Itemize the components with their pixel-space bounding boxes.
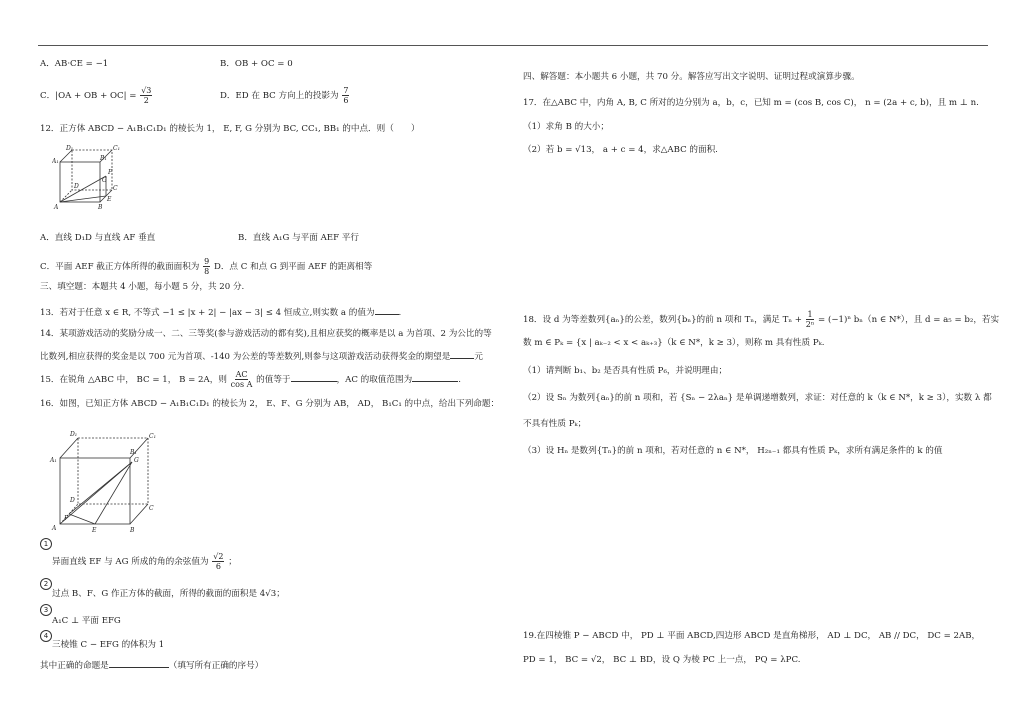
- q15-answer-blank-2[interactable]: [412, 372, 458, 382]
- q16-stem: 16．如图，已知正方体 ABCD − A₁B₁C₁D₁ 的棱长为 2， E、F、G 分别为 AB， AD， B₁C₁ 的中点，给出下列命题：: [40, 399, 500, 409]
- q12-label-c: C: [113, 185, 118, 192]
- q12-label-a1: A₁: [52, 158, 59, 165]
- q12-stem: 12．正方体 ABCD − A₁B₁C₁D₁ 的棱长为 1， E, F, G 分别为 BC, CC₁, BB₁ 的中点．则（ ）: [40, 124, 420, 134]
- q12-option-c: C．平面 AEF 截正方体所得的截面面积为 $\frac{9}{8}$ D．点 C 和点 G 到平面 AEF 的距离相等: [40, 257, 373, 276]
- q16-label-c1: C₁: [149, 433, 156, 440]
- q12-option-a: A．直线 D₁D 与直线 AF 垂直: [40, 233, 156, 243]
- q11-c-fraction: $\frac{√3}{2}$: [141, 86, 152, 105]
- q15: 15．在锐角 △ABC 中， BC = 1， B = 2A，则 $\frac{AC}{\text{cos A}}$ 的值等于 ，AC 的取值范围为 .: [40, 370, 461, 389]
- q17-stem: 17．在△ABC 中，内角 A, B, C 所对的边分别为 a，b，c，已知 m = (cos B, cos C)， n = (2a + c, b)，且 m ⊥ n.: [523, 98, 979, 108]
- q11-option-a: A．AB·CE = −1: [40, 59, 109, 69]
- q12-label-g: G: [102, 177, 107, 184]
- q17-part-1: （1）求角 B 的大小；: [523, 122, 609, 132]
- q18-stem: 18．设 d 为等差数列{aₙ}的公差，数列{bₙ}的前 n 项和 Tₙ，满足 Tₙ + $\frac{1}{\text{2ⁿ}}$ = (−1)ⁿ bₙ（n ∈ N*），且 d = a₅ = b₂，若实: [523, 310, 1000, 329]
- q12-label-e: E: [107, 196, 112, 203]
- q14-answer-blank[interactable]: [450, 349, 474, 359]
- prop-2-mark: 2: [40, 578, 52, 590]
- q16-label-a1: A₁: [50, 457, 57, 464]
- q16-label-g: G: [134, 457, 139, 464]
- q11-option-d: D．ED 在 BC 方向上的投影为 $\frac{7}{6}$: [220, 86, 349, 105]
- q12-option-b: B．直线 A₁G 与平面 AEF 平行: [238, 233, 359, 243]
- prop-1-mark: 1: [40, 538, 52, 550]
- q12-label-c1: C₁: [113, 145, 120, 152]
- q11-option-c: C．|OA + OB + OC| = $\frac{√3}{2}$: [40, 86, 152, 105]
- q18-fraction: $\frac{1}{\text{2ⁿ}}$: [805, 310, 815, 329]
- section-4-heading: 四、解答题：本小题共 6 小题，共 70 分。解答应写出文字说明、证明过程或演算步骤。: [523, 72, 860, 82]
- q16-label-d: D: [70, 497, 75, 504]
- q18-part-2-line1: （2）设 Sₙ 为数列{aₙ}的前 n 项和，若 {Sₙ − 2λaₙ} 是单调递增数列，求证：对任意的 k（k ∈ N*，k ≥ 3），实数 λ 都: [523, 393, 992, 403]
- prop-1: 异面直线 EF 与 AG 所成的角的余弦值为 $\frac{√2}{6}$ ；: [52, 552, 237, 571]
- q18-part-1: （1）请判断 b₁、b₂ 是否具有性质 P₆，并说明理由；: [523, 366, 728, 376]
- q19-line2: PD = 1， BC = √2， BC ⊥ BD，设 Q 为棱 PC 上一点， PQ = λPC.: [523, 655, 801, 665]
- prop-1-fraction: $\frac{√2}{6}$: [213, 552, 224, 571]
- q16-label-b: B: [130, 527, 135, 534]
- q16-label-e: E: [92, 527, 97, 534]
- q15-fraction: $\frac{AC}{\text{cos A}}$: [230, 370, 253, 389]
- q12-label-f: F: [108, 169, 113, 176]
- q12-label-b: B: [98, 204, 103, 211]
- q19-line1: 19.在四棱锥 P − ABCD 中， PD ⊥ 平面 ABCD,四边形 ABCD 是直角梯形， AD ⊥ DC， AB // DC， DC = 2AB，: [523, 631, 981, 641]
- q18-part-2-line2: 不具有性质 Pₖ；: [523, 419, 587, 429]
- q12-label-b1: B₁: [100, 155, 107, 162]
- q16-label-c: C: [149, 505, 154, 512]
- q12-label-a: A: [54, 204, 59, 211]
- q12-c-fraction: $\frac{9}{8}$: [204, 257, 210, 276]
- q11-option-b: B．OB + OC = 0: [220, 59, 293, 69]
- header-rule: [38, 45, 988, 46]
- q14-line1: 14．某项游戏活动的奖励分成一、二、三等奖(参与游戏活动的都有奖),且相应获奖的概率是以 a 为首项、2 为公比的等: [40, 329, 492, 339]
- q12-option-d: D．点 C 和点 G 到平面 AEF 的距离相等: [213, 262, 373, 272]
- q16-label-d1: D₁: [70, 431, 78, 438]
- q16-label-b1: B₁: [130, 449, 137, 456]
- section-3-heading: 三、填空题：本题共 4 小题，每小题 5 分，共 20 分.: [40, 282, 245, 292]
- q12-cube-figure: [52, 144, 122, 214]
- q16-answer-blank[interactable]: [109, 658, 169, 668]
- q17-part-2: （2）若 b = √13， a + c = 4，求△ABC 的面积.: [523, 145, 718, 155]
- prop-4: 三棱锥 C − EFG 的体积为 1: [52, 640, 165, 650]
- q12-label-d1: D₁: [66, 145, 74, 152]
- prop-3: A₁C ⊥ 平面 EFG: [52, 616, 121, 626]
- q13-answer-blank[interactable]: [375, 305, 399, 315]
- q16-answer: 其中正确的命题是 （填写所有正确的序号）: [40, 658, 263, 672]
- prop-4-mark: 4: [40, 630, 52, 642]
- q12-label-d: D: [74, 183, 79, 190]
- q11-d-fraction: $\frac{7}{6}$: [343, 86, 349, 105]
- q15-answer-blank-1[interactable]: [291, 372, 337, 382]
- q18-part-3: （3）设 Hₙ 是数列{Tₙ}的前 n 项和，若对任意的 n ∈ N*， H₂ₙ₋₁ 都具有性质 Pₖ，求所有满足条件的 k 的值: [523, 446, 943, 456]
- prop-2: 过点 B、F、G 作正方体的截面，所得的截面的面积是 4√3；: [52, 589, 285, 599]
- prop-3-mark: 3: [40, 604, 52, 616]
- q13: 13．若对于任意 x ∈ R, 不等式 −1 ≤ |x + 2| − |ax − 3| ≤ 4 恒成立,则实数 a 的值为 .: [40, 305, 401, 319]
- q18-stem-line2: 数 m ∈ Pₖ = {x | aₖ₋₂ < x < aₖ₊₃}（k ∈ N*，k ≥ 3），则称 m 具有性质 Pₖ.: [523, 338, 825, 348]
- q16-label-f: F: [64, 515, 69, 522]
- q16-cube-figure: [48, 424, 158, 534]
- q16-label-a: A: [52, 525, 57, 532]
- q14-line2: 比数列,相应获得的奖金是以 700 元为首项、-140 为公差的等差数列,则参与这项游戏活动获得奖金的期望是 元: [40, 349, 483, 363]
